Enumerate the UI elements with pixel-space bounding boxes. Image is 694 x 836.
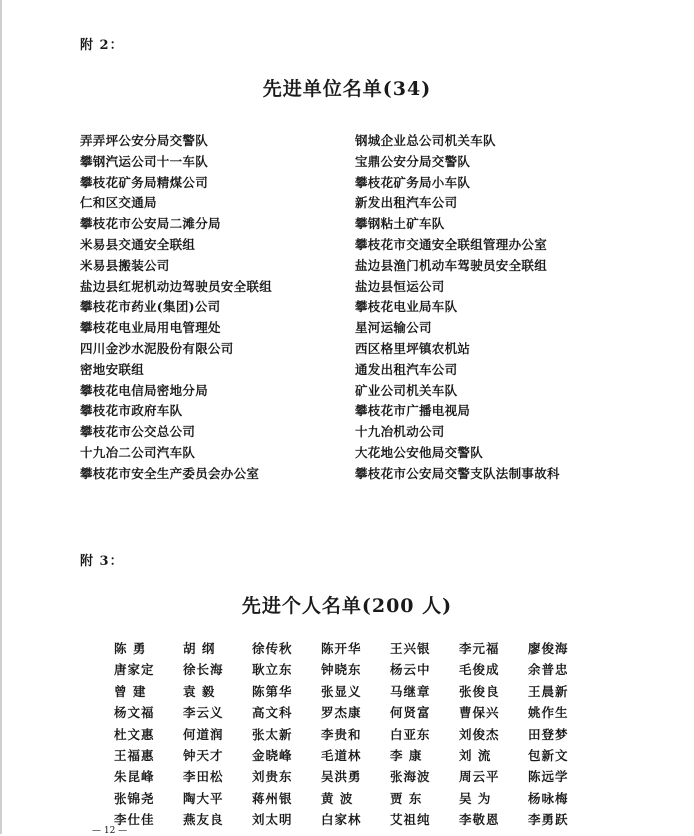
- person-name: 曾 建: [114, 683, 147, 699]
- person-name: 李仕佳: [114, 812, 155, 828]
- annex-3-label: 附 3：: [80, 554, 124, 569]
- person-name: 吴洪勇: [321, 769, 362, 785]
- person-name: 刘俊杰: [459, 726, 500, 742]
- person-name: 周云平: [459, 769, 500, 785]
- person-name: 陈第华: [252, 683, 293, 699]
- person-name: 余普忠: [528, 662, 569, 678]
- annex-2-label: 附 2：: [80, 38, 124, 53]
- person-name: 李敬恩: [459, 812, 500, 828]
- unit-name: 十九冶二公司汽车队: [80, 444, 196, 460]
- unit-name: 攀枝花市公安局交警支队法制事故科: [355, 465, 560, 481]
- person-name: 张太新: [252, 726, 293, 742]
- person-name: 陈远学: [528, 769, 569, 785]
- person-name: 姚作生: [528, 705, 569, 721]
- person-name: 陈开华: [321, 641, 362, 656]
- page-left-edge: [0, 0, 2, 834]
- person-name: 廖俊海: [528, 641, 569, 656]
- unit-name: 通发出租汽车公司: [355, 361, 458, 377]
- person-name: 王兴银: [390, 641, 431, 656]
- person-name: 李元福: [459, 641, 500, 656]
- advanced-units-right-column: [355, 131, 560, 485]
- unit-name: 盐边县渔门机动车驾驶员安全联组: [355, 257, 548, 273]
- person-name: 陶大平: [183, 790, 224, 806]
- page-number: — 12 —: [92, 826, 128, 836]
- person-name: 刘 流: [459, 747, 492, 763]
- unit-name: 攀枝花市药业(集团)公司: [80, 299, 221, 315]
- person-name: 李 康: [390, 747, 423, 763]
- person-name: 徐长海: [183, 662, 224, 678]
- unit-name: 米易县搬装公司: [80, 257, 170, 273]
- unit-name: 攀枝花市政府车队: [80, 403, 183, 419]
- unit-name: 攀钢汽运公司十一车队: [80, 153, 209, 169]
- unit-name: 星河运输公司: [355, 320, 432, 336]
- person-name: 朱昆峰: [114, 769, 155, 785]
- unit-name: 仁和区交通局: [80, 195, 157, 211]
- unit-name: 攀枝花市交通安全联组管理办公室: [355, 236, 548, 252]
- person-name: 贾 东: [390, 790, 423, 806]
- unit-name: 攀枝花电信局密地分局: [80, 382, 209, 398]
- unit-name: 宝鼎公安分局交警队: [355, 153, 471, 169]
- person-name: 刘贵东: [252, 769, 293, 785]
- person-name: 罗杰康: [321, 705, 362, 721]
- unit-name: 大花地公安他局交警队: [355, 444, 484, 460]
- person-name: 李勇跃: [528, 812, 569, 828]
- person-name: 钟天才: [183, 747, 224, 763]
- unit-name: 攀枝花市公交总公司: [80, 424, 196, 440]
- unit-name: 攀枝花矿务局精煤公司: [80, 174, 209, 190]
- person-name: 蒋州银: [252, 790, 293, 806]
- person-name: 毛俊成: [459, 662, 500, 678]
- advanced-units-left-column: [80, 131, 272, 485]
- person-name: 燕友良: [183, 812, 224, 828]
- unit-name: 攀钢粘土矿车队: [355, 216, 445, 232]
- unit-name: 攀枝花市广播电视局: [355, 403, 471, 419]
- person-name: 吴 为: [459, 790, 492, 806]
- person-name: 李田松: [183, 769, 224, 785]
- person-name: 杨咏梅: [528, 790, 569, 806]
- person-name: 李云义: [183, 705, 224, 721]
- person-name: 唐家定: [114, 662, 155, 678]
- person-name: 胡 纲: [183, 641, 216, 656]
- unit-name: 钢城企业总公司机关车队: [355, 133, 496, 148]
- unit-name: 攀枝花电业局车队: [355, 299, 458, 315]
- unit-name: 攀枝花电业局用电管理处: [80, 320, 221, 336]
- person-name: 刘太明: [252, 812, 293, 828]
- person-name: 艾祖纯: [390, 812, 431, 828]
- unit-name: 西区格里坪镇农机站: [355, 340, 471, 356]
- person-name: 耿立东: [252, 662, 293, 678]
- person-name: 包新文: [528, 747, 569, 763]
- person-name: 白家林: [321, 812, 362, 828]
- person-name: 高文科: [252, 705, 293, 721]
- unit-name: 十九冶机动公司: [355, 424, 445, 440]
- person-name: 张海波: [390, 769, 431, 785]
- person-name: 何道润: [183, 726, 224, 742]
- unit-name: 新发出租汽车公司: [355, 195, 458, 211]
- person-name: 杜文惠: [114, 726, 155, 742]
- person-name: 张俊良: [459, 683, 500, 699]
- person-name: 田登梦: [528, 726, 569, 742]
- person-name: 徐传秋: [252, 641, 293, 656]
- unit-name: 四川金沙水泥股份有限公司: [80, 340, 234, 356]
- advanced-individuals-grid: [114, 638, 594, 831]
- person-name: 陈 勇: [114, 641, 147, 656]
- person-name: 钟晓东: [321, 662, 362, 678]
- person-name: 曹保兴: [459, 705, 500, 721]
- person-name: 袁 毅: [183, 683, 216, 699]
- person-name: 杨文福: [114, 705, 155, 721]
- person-name: 马继章: [390, 683, 431, 699]
- advanced-units-title: 先进单位名单(34): [262, 78, 432, 100]
- person-name: 何贤富: [390, 705, 431, 721]
- unit-name: 攀枝花矿务局小车队: [355, 174, 471, 190]
- person-name: 杨云中: [390, 662, 431, 678]
- person-name: 张显义: [321, 683, 362, 699]
- person-name: 李贵和: [321, 726, 362, 742]
- person-name: 王晨新: [528, 683, 569, 699]
- unit-name: 弄弄坪公安分局交警队: [80, 133, 209, 148]
- person-name: 张锦尧: [114, 790, 155, 806]
- person-name: 黄 波: [321, 790, 354, 806]
- person-name: 毛道林: [321, 747, 362, 763]
- unit-name: 密地安联组: [80, 361, 145, 377]
- unit-name: 矿业公司机关车队: [355, 382, 458, 398]
- unit-name: 米易县交通安全联组: [80, 236, 196, 252]
- unit-name: 攀枝花市安全生产委员会办公室: [80, 465, 260, 481]
- unit-name: 盐边县红坭机动边驾驶员安全联组: [80, 278, 273, 294]
- person-name: 金晓峰: [252, 747, 293, 763]
- person-name: 白亚东: [390, 726, 431, 742]
- advanced-individuals-title: 先进个人名单(200 人): [241, 595, 453, 617]
- person-name: 王福惠: [114, 747, 155, 763]
- unit-name: 盐边县恒运公司: [355, 278, 445, 294]
- unit-name: 攀枝花市公安局二滩分局: [80, 216, 221, 232]
